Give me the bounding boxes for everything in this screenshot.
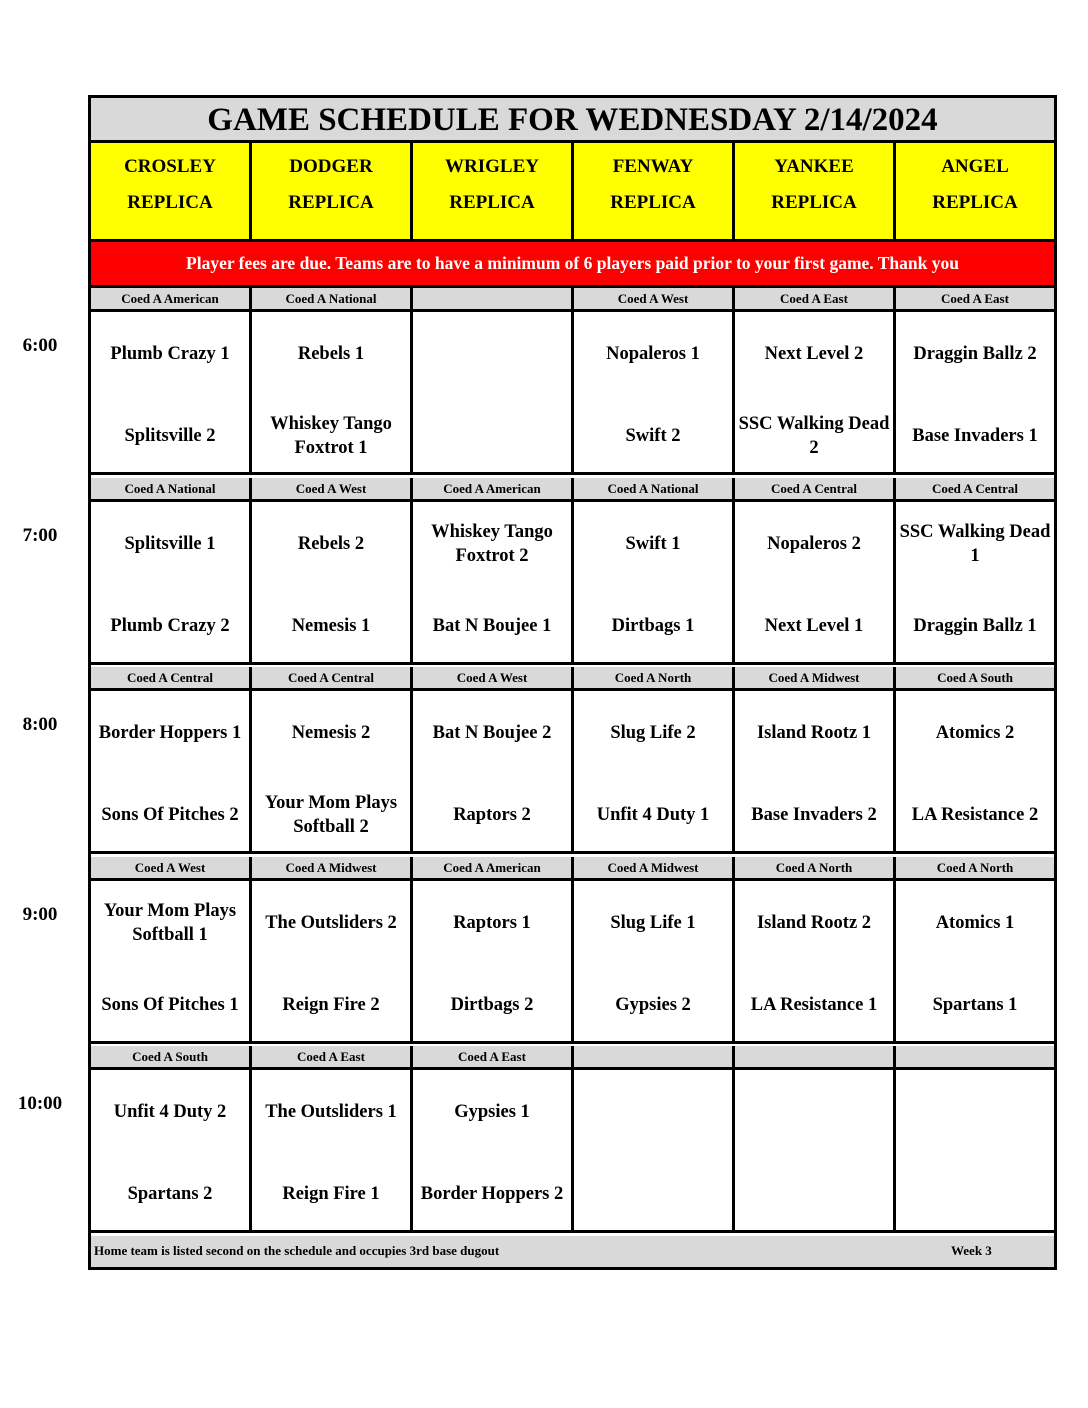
away-team: Whiskey Tango Foxtrot 2 bbox=[431, 521, 553, 566]
away-team: Gypsies 1 bbox=[454, 1102, 530, 1122]
home-team: Bat N Boujee 1 bbox=[432, 615, 552, 636]
home-team bbox=[735, 1168, 893, 1220]
field-sub: REPLICA bbox=[771, 192, 857, 213]
game-cell bbox=[252, 312, 410, 472]
away-team: Next Level 2 bbox=[764, 344, 864, 364]
game-cell bbox=[574, 1070, 732, 1230]
field-header-angel bbox=[896, 143, 1054, 239]
away-team: Unfit 4 Duty 2 bbox=[113, 1102, 227, 1122]
division-label: Coed A Central bbox=[91, 667, 249, 688]
field-name: DODGER bbox=[289, 156, 373, 177]
field-header-row bbox=[91, 143, 1054, 239]
schedule-title: GAME SCHEDULE FOR WEDNESDAY 2/14/2024 bbox=[91, 98, 1054, 143]
games-row bbox=[91, 881, 1054, 1044]
field-name: YANKEE bbox=[774, 156, 854, 177]
away-team: Island Rootz 1 bbox=[756, 723, 872, 743]
game-cell bbox=[413, 691, 571, 851]
home-team: Reign Fire 2 bbox=[282, 994, 380, 1015]
field-header-dodger bbox=[252, 143, 413, 239]
away-team bbox=[574, 1086, 732, 1138]
away-team: Nemesis 2 bbox=[291, 723, 371, 743]
game-cell bbox=[91, 1070, 249, 1230]
field-sub: REPLICA bbox=[449, 192, 535, 213]
division-row bbox=[91, 1046, 1054, 1070]
home-team: Splitsville 2 bbox=[124, 426, 216, 446]
division-label: Coed A North bbox=[735, 857, 893, 878]
division-label: Coed A Midwest bbox=[735, 667, 893, 688]
game-cell bbox=[252, 881, 410, 1041]
away-team: Draggin Ballz 2 bbox=[913, 344, 1037, 364]
game-cell bbox=[735, 691, 893, 851]
division-label: Coed A Central bbox=[735, 478, 893, 499]
home-team: Swift 2 bbox=[625, 426, 681, 446]
division-row bbox=[91, 288, 1054, 312]
division-row bbox=[91, 857, 1054, 881]
division-label: Coed A West bbox=[574, 288, 732, 309]
home-team: Dirtbags 2 bbox=[450, 994, 534, 1015]
game-cell bbox=[91, 502, 249, 662]
games-row bbox=[91, 1070, 1054, 1233]
away-team: Rebels 1 bbox=[297, 344, 365, 364]
away-team: Raptors 1 bbox=[453, 912, 531, 933]
away-team: Slug Life 2 bbox=[610, 723, 696, 743]
away-team bbox=[896, 1086, 1054, 1138]
game-cell bbox=[252, 691, 410, 851]
away-team: Splitsville 1 bbox=[124, 533, 216, 554]
division-label: Coed A American bbox=[91, 288, 249, 309]
away-team: Plumb Crazy 1 bbox=[110, 344, 230, 364]
game-cell bbox=[735, 881, 893, 1041]
division-label: Coed A East bbox=[413, 1046, 571, 1067]
home-team: Gypsies 2 bbox=[615, 994, 691, 1015]
game-cell bbox=[91, 691, 249, 851]
division-label: Coed A North bbox=[574, 667, 732, 688]
division-label bbox=[896, 1046, 1054, 1067]
home-team: Unfit 4 Duty 1 bbox=[596, 805, 710, 825]
home-team: Dirtbags 1 bbox=[611, 615, 695, 636]
field-header-crosley bbox=[91, 143, 252, 239]
game-cell bbox=[896, 312, 1054, 472]
home-team: Sons Of Pitches 1 bbox=[101, 994, 239, 1015]
division-label bbox=[735, 1046, 893, 1067]
away-team: The Outsliders 1 bbox=[265, 1102, 397, 1122]
game-cell bbox=[896, 881, 1054, 1041]
field-sub: REPLICA bbox=[127, 192, 213, 213]
game-cell bbox=[252, 502, 410, 662]
away-team: The Outsliders 2 bbox=[265, 912, 397, 933]
field-header-fenway bbox=[574, 143, 735, 239]
field-sub: REPLICA bbox=[288, 192, 374, 213]
time-label: 10:00 bbox=[17, 1093, 63, 1114]
away-team: Island Rootz 2 bbox=[756, 912, 872, 933]
field-name: FENWAY bbox=[612, 156, 694, 177]
game-cell bbox=[574, 691, 732, 851]
away-team: Border Hoppers 1 bbox=[98, 723, 242, 743]
home-team: SSC Walking Dead 2 bbox=[738, 414, 890, 458]
game-cell bbox=[735, 312, 893, 472]
game-cell bbox=[574, 881, 732, 1041]
division-label: Coed A West bbox=[413, 667, 571, 688]
division-label: Coed A Midwest bbox=[252, 857, 410, 878]
division-label: Coed A East bbox=[896, 288, 1054, 309]
game-cell bbox=[896, 691, 1054, 851]
game-cell bbox=[413, 1070, 571, 1230]
away-team: Your Mom Plays Softball 1 bbox=[103, 900, 237, 945]
division-label: Coed A Midwest bbox=[574, 857, 732, 878]
time-label: 9:00 bbox=[22, 903, 58, 925]
division-label bbox=[413, 288, 571, 309]
games-row bbox=[91, 502, 1054, 665]
away-team bbox=[413, 328, 571, 380]
away-team: SSC Walking Dead 1 bbox=[899, 521, 1051, 566]
schedule-footer bbox=[91, 1236, 1054, 1267]
division-label: Coed A National bbox=[91, 478, 249, 499]
home-team: Base Invaders 2 bbox=[751, 805, 877, 825]
home-team: LA Resistance 2 bbox=[911, 805, 1039, 825]
home-team: Base Invaders 1 bbox=[912, 426, 1038, 446]
games-row bbox=[91, 312, 1054, 475]
away-team: Nopaleros 2 bbox=[767, 533, 861, 554]
division-label: Coed A East bbox=[252, 1046, 410, 1067]
field-header-wrigley bbox=[413, 143, 574, 239]
game-cell bbox=[574, 502, 732, 662]
away-team bbox=[735, 1086, 893, 1138]
schedule-sheet bbox=[88, 95, 1057, 1270]
home-team: Raptors 2 bbox=[453, 805, 531, 825]
game-cell bbox=[896, 502, 1054, 662]
home-team: Your Mom Plays Softball 2 bbox=[264, 793, 398, 837]
home-team: Next Level 1 bbox=[764, 615, 864, 636]
division-label: Coed A Central bbox=[896, 478, 1054, 499]
away-team: Bat N Boujee 2 bbox=[432, 723, 552, 743]
home-team bbox=[574, 1168, 732, 1220]
division-label: Coed A National bbox=[252, 288, 410, 309]
home-team: Nemesis 1 bbox=[291, 615, 371, 636]
home-team: Plumb Crazy 2 bbox=[110, 615, 230, 636]
week-label: Week 3 bbox=[951, 1243, 992, 1258]
home-team: Spartans 2 bbox=[127, 1184, 213, 1204]
home-team: Whiskey Tango Foxtrot 1 bbox=[270, 414, 392, 458]
field-name: WRIGLEY bbox=[445, 156, 539, 177]
home-team: Reign Fire 1 bbox=[282, 1184, 380, 1204]
away-team: Atomics 1 bbox=[935, 912, 1015, 933]
division-label: Coed A South bbox=[91, 1046, 249, 1067]
game-cell bbox=[735, 1070, 893, 1230]
field-sub: REPLICA bbox=[610, 192, 696, 213]
field-header-yankee bbox=[735, 143, 896, 239]
game-cell bbox=[91, 881, 249, 1041]
time-label: 7:00 bbox=[22, 524, 58, 546]
field-name: CROSLEY bbox=[124, 156, 216, 177]
away-team: Rebels 2 bbox=[297, 533, 365, 554]
division-row bbox=[91, 667, 1054, 691]
away-team: Nopaleros 1 bbox=[606, 344, 700, 364]
games-row bbox=[91, 691, 1054, 854]
game-cell bbox=[413, 312, 571, 472]
field-name: ANGEL bbox=[941, 156, 1009, 177]
division-label: Coed A East bbox=[735, 288, 893, 309]
game-cell bbox=[413, 502, 571, 662]
game-cell bbox=[735, 502, 893, 662]
division-label: Coed A American bbox=[413, 857, 571, 878]
away-team: Atomics 2 bbox=[935, 723, 1015, 743]
time-label: 8:00 bbox=[22, 714, 58, 735]
field-sub: REPLICA bbox=[932, 192, 1018, 213]
home-team: Sons Of Pitches 2 bbox=[101, 805, 239, 825]
division-label: Coed A South bbox=[896, 667, 1054, 688]
game-cell bbox=[252, 1070, 410, 1230]
away-team: Swift 1 bbox=[625, 533, 681, 554]
division-label bbox=[574, 1046, 732, 1067]
game-cell bbox=[896, 1070, 1054, 1230]
time-label: 6:00 bbox=[22, 335, 58, 356]
division-label: Coed A Central bbox=[252, 667, 410, 688]
division-label: Coed A North bbox=[896, 857, 1054, 878]
game-cell bbox=[574, 312, 732, 472]
home-team-note: Home team is listed second on the schedule and occupies 3rd base dugout bbox=[94, 1243, 500, 1258]
away-team: Slug Life 1 bbox=[610, 912, 696, 933]
game-cell bbox=[91, 312, 249, 472]
home-team bbox=[896, 1168, 1054, 1220]
division-label: Coed A American bbox=[413, 478, 571, 499]
fee-notice-banner: Player fees are due. Teams are to have a minimum of 6 players paid prior to your first game. Thank you bbox=[91, 239, 1054, 288]
home-team bbox=[413, 410, 571, 462]
game-cell bbox=[413, 881, 571, 1041]
division-label: Coed A West bbox=[252, 478, 410, 499]
home-team: LA Resistance 1 bbox=[750, 994, 878, 1015]
home-team: Draggin Ballz 1 bbox=[913, 615, 1037, 636]
division-label: Coed A West bbox=[91, 857, 249, 878]
division-row bbox=[91, 478, 1054, 502]
division-label: Coed A National bbox=[574, 478, 732, 499]
home-team: Spartans 1 bbox=[932, 994, 1018, 1015]
home-team: Border Hoppers 2 bbox=[420, 1184, 564, 1204]
